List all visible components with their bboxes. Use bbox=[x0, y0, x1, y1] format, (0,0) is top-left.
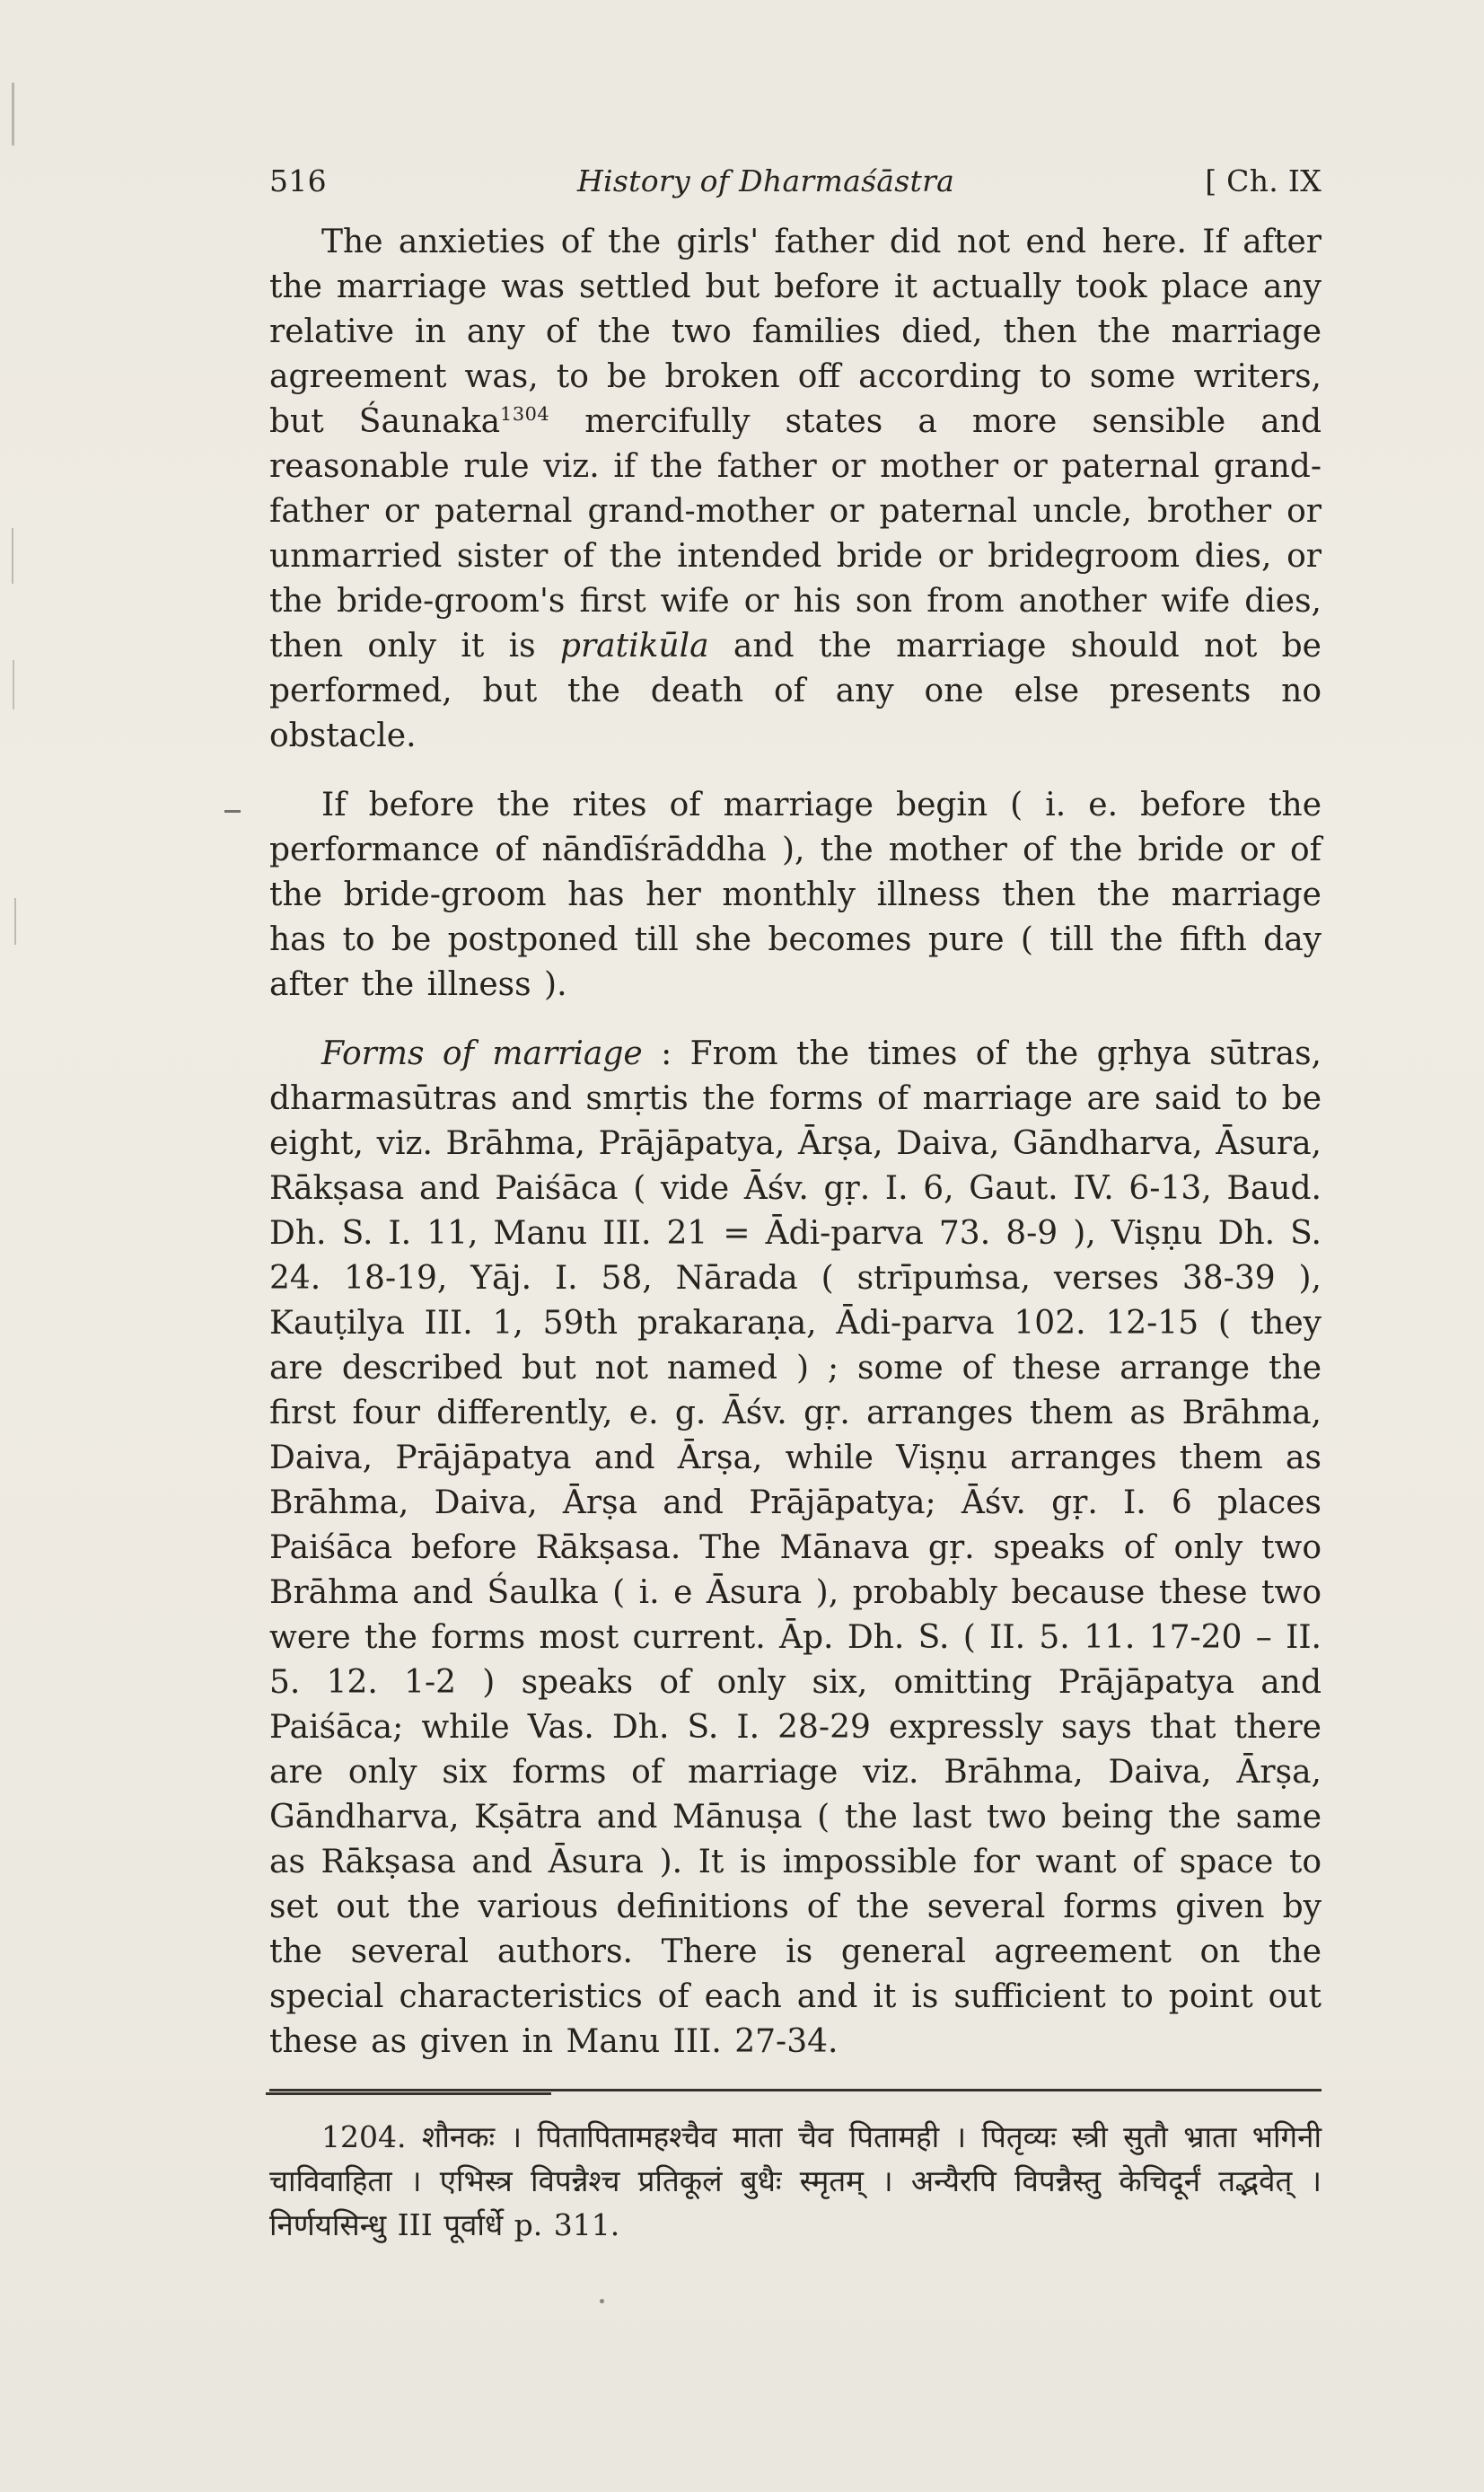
chapter-ref: [ Ch. IX bbox=[1205, 163, 1322, 198]
paragraph-3-text: : From the times of the gṛhya sūtras, dharmasūtras and smṛtis the forms of marriage are said to be eight, viz. Brāhma, Prājāpatya, Ārṣa, Daiva, Gāndharva, Āsura, Rākṣasa and Paiśāca ( vide Āśv. gṛ. I. 6, Gaut. IV. 6-13, Baud. Dh. S. I. 11, Manu III. 21 = Ādi-parva 73. 8-9 ), Viṣṇu Dh. S. 24. 18-19, Yāj. I. 58, Nārada ( strīpuṁsa, verses 38-39 ), Kauṭilya III. 1, 59th prakaraṇa, Ādi-parva 102. 12-15 ( they are described but not named ) ; some of these arrange the first four differently, e. g. Āśv. gṛ. arranges them as Brāhma, Daiva, Prājāpatya and Ārṣa, while Viṣṇu arranges them as Brāhma, Daiva, Ārṣa and Prājāpatya; Āśv. gṛ. I. 6 places Paiśāca before Rākṣasa. The Mānava gṛ. speaks of only two Brāhma and Śaulka ( i. e Āsura ), probably because these two were the forms most current. Āp. Dh. S. ( II. 5. 11. 17-20 – II. 5. 12. 1-2 ) speaks of only six, omitting Prājāpatya and Paiśāca; while Vas. Dh. S. I. 28-29 expressly says that there are only six forms of marriage viz. Brāhma, Daiva, Ārṣa, Gāndharva, Kṣātra and Mānuṣa ( the last two being the same as Rākṣasa and Āsura ). It is impossible for want of space to set out the various definitions of the several forms given by the several authors. There is general agreement on the special characteristics of each and it is sufficient to point out these as given in Manu III. 27-34. bbox=[269, 1035, 1322, 2060]
footnote-marker: 1304 bbox=[500, 403, 550, 425]
page-header bbox=[269, 163, 1322, 198]
footnote-section bbox=[269, 2089, 1322, 2247]
scan-artifact-line bbox=[13, 660, 14, 709]
scan-artifact-line bbox=[14, 898, 16, 945]
footnote-number: 1204. bbox=[321, 2119, 407, 2154]
scan-artifact-line bbox=[12, 83, 14, 145]
paragraph-1-text: The anxieties of the girls' father did not end here. If after the marriage was settled but before it actually took place any relative in any of the two families died, then the marriage agreement was, to be broken off according to some writers, but Śaunaka bbox=[269, 224, 1322, 440]
italic-lead-forms-of-marriage: Forms of marriage bbox=[321, 1035, 643, 1072]
footnote-rule bbox=[269, 2089, 1322, 2097]
paragraph-anxieties bbox=[269, 220, 1322, 759]
footnote-rule-double-stroke bbox=[266, 2092, 551, 2095]
page-body bbox=[269, 220, 1322, 2065]
footnote-body: शौनकः । पितापितामहश्चैव माता चैव पितामही । पितृव्यः स्त्री सुतौ भ्राता भगिनी चाविवाहिता । एभिस्त्र विपन्नैश्च प्रतिकूलं बुधैः स्मृतम् । अन्यैरपि विपन्नैस्तु केचिदूर्नं तद्भवेत् । निर्णयसिन्धु III पूर्वार्धे p. 311. bbox=[269, 2119, 1322, 2242]
footnote-text bbox=[269, 2115, 1322, 2247]
scan-artifact-dot bbox=[600, 2299, 604, 2303]
running-title: History of Dharmaśāstra bbox=[576, 163, 955, 198]
paragraph-rites: If before the rites of marriage begin ( i. e. before the performance of nāndīśrāddha ), the mother of the bride or of the bride-groom has her monthly illness then the marriage has to be postponed till she becomes pure ( till the fifth day after the illness ). bbox=[269, 787, 1322, 1003]
scan-artifact-dash bbox=[224, 810, 241, 813]
paragraph-1-text: and the marriage should not be performed, but the death of any one else presents no obstacle. bbox=[269, 628, 1322, 754]
paragraph-forms-of-marriage bbox=[269, 1032, 1322, 2065]
page-number: 516 bbox=[269, 163, 327, 198]
scan-artifact-line bbox=[12, 528, 13, 584]
paragraph-1-text: mercifully states a more sensible and reasonable rule viz. if the father or mother or paternal grand-father or paternal grand-mother or paternal uncle, brother or unmarried sister of the intended bride or bridegroom dies, or the bride-groom's first wife or his son from another wife dies, then only it is bbox=[269, 403, 1322, 665]
italic-term-pratikula: pratikūla bbox=[559, 628, 709, 665]
